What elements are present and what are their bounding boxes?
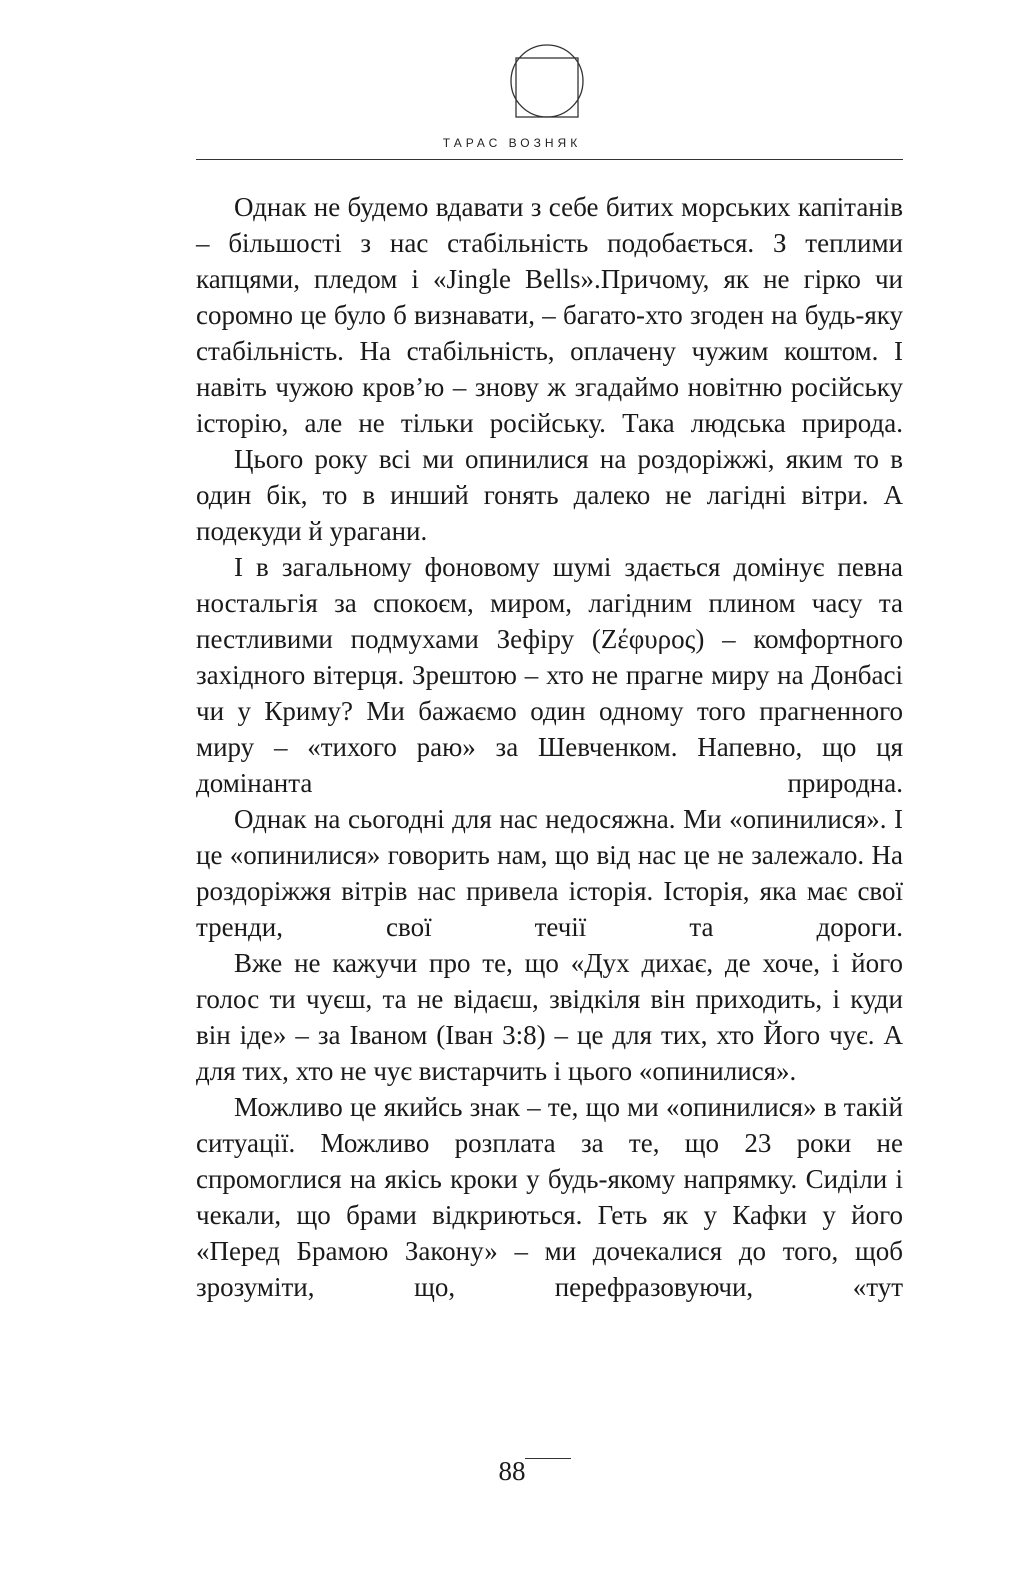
running-head-author: ТАРАС ВОЗНЯК xyxy=(442,136,582,150)
header-rule xyxy=(196,159,903,160)
paragraph-4: Однак на сьогодні для нас недосяжна. Ми «опинилися». І це «опинилися» говорить нам, що від нас це не залежало. На роздоріжжя вітрів нас привела історія. Історія, яка має свої тренди, свої течії та дороги. xyxy=(196,804,903,942)
body-text xyxy=(196,189,903,1305)
paragraph-1: Однак не будемо вдавати з себе битих морських капітанів – більшості з нас стабільність подобається. З теплими капцями, пледом і «Jingle Bells».Причому, як не гірко чи соромно це було б визнавати, – багато-хто згоден на будь-яку стабільність. На стабільність, оплачену чужим коштом. І навіть чужою кров’ю – знову ж згадаймо новітню російську історію, але не тільки російську. Така людська природа. xyxy=(196,192,903,438)
circle-square-emblem-icon xyxy=(508,42,586,120)
paragraph-3: І в загальному фоновому шумі здається домінує певна ностальгія за спокоєм, миром, лагідним плином часу та пестливими подмухами Зефіру (Ζέφυρος) – комфортного західного вітерця. Зрештою – хто не прагне миру на Донбасі чи у Криму? Ми бажаємо один одному того прагненного миру – «тихого раю» за Шевченком. Напевно, що ця домінанта природна. xyxy=(196,552,903,798)
paragraph-6: Можливо це якийсь знак – те, що ми «опинилися» в такій ситуації. Можливо розплата за те, що 23 роки не спромоглися на якісь кроки у будь-якому напрямку. Сиділи і чекали, що брами відкриються. Геть як у Кафки у його «Перед Брамою Закону» – ми дочекалися до того, щоб зрозуміти, що, перефразовуючи, «тут xyxy=(196,1092,903,1302)
paragraph-2: Цього року всі ми опинилися на роздоріжжі, яким то в один бік, то в инший гонять далеко не лагідні вітри. А подекуди й урагани. xyxy=(196,444,903,546)
page-number: 88 xyxy=(498,1456,526,1486)
paragraph-5: Вже не кажучи про те, що «Дух дихає, де хоче, і його голос ти чуєш, та не відаєш, звідкіля він приходить, і куди він іде» – за Іваном (Іван 3:8) – це для тих, хто Його чує. А для тих, хто не чує вистарчить і цього «опинилися». xyxy=(196,948,903,1086)
